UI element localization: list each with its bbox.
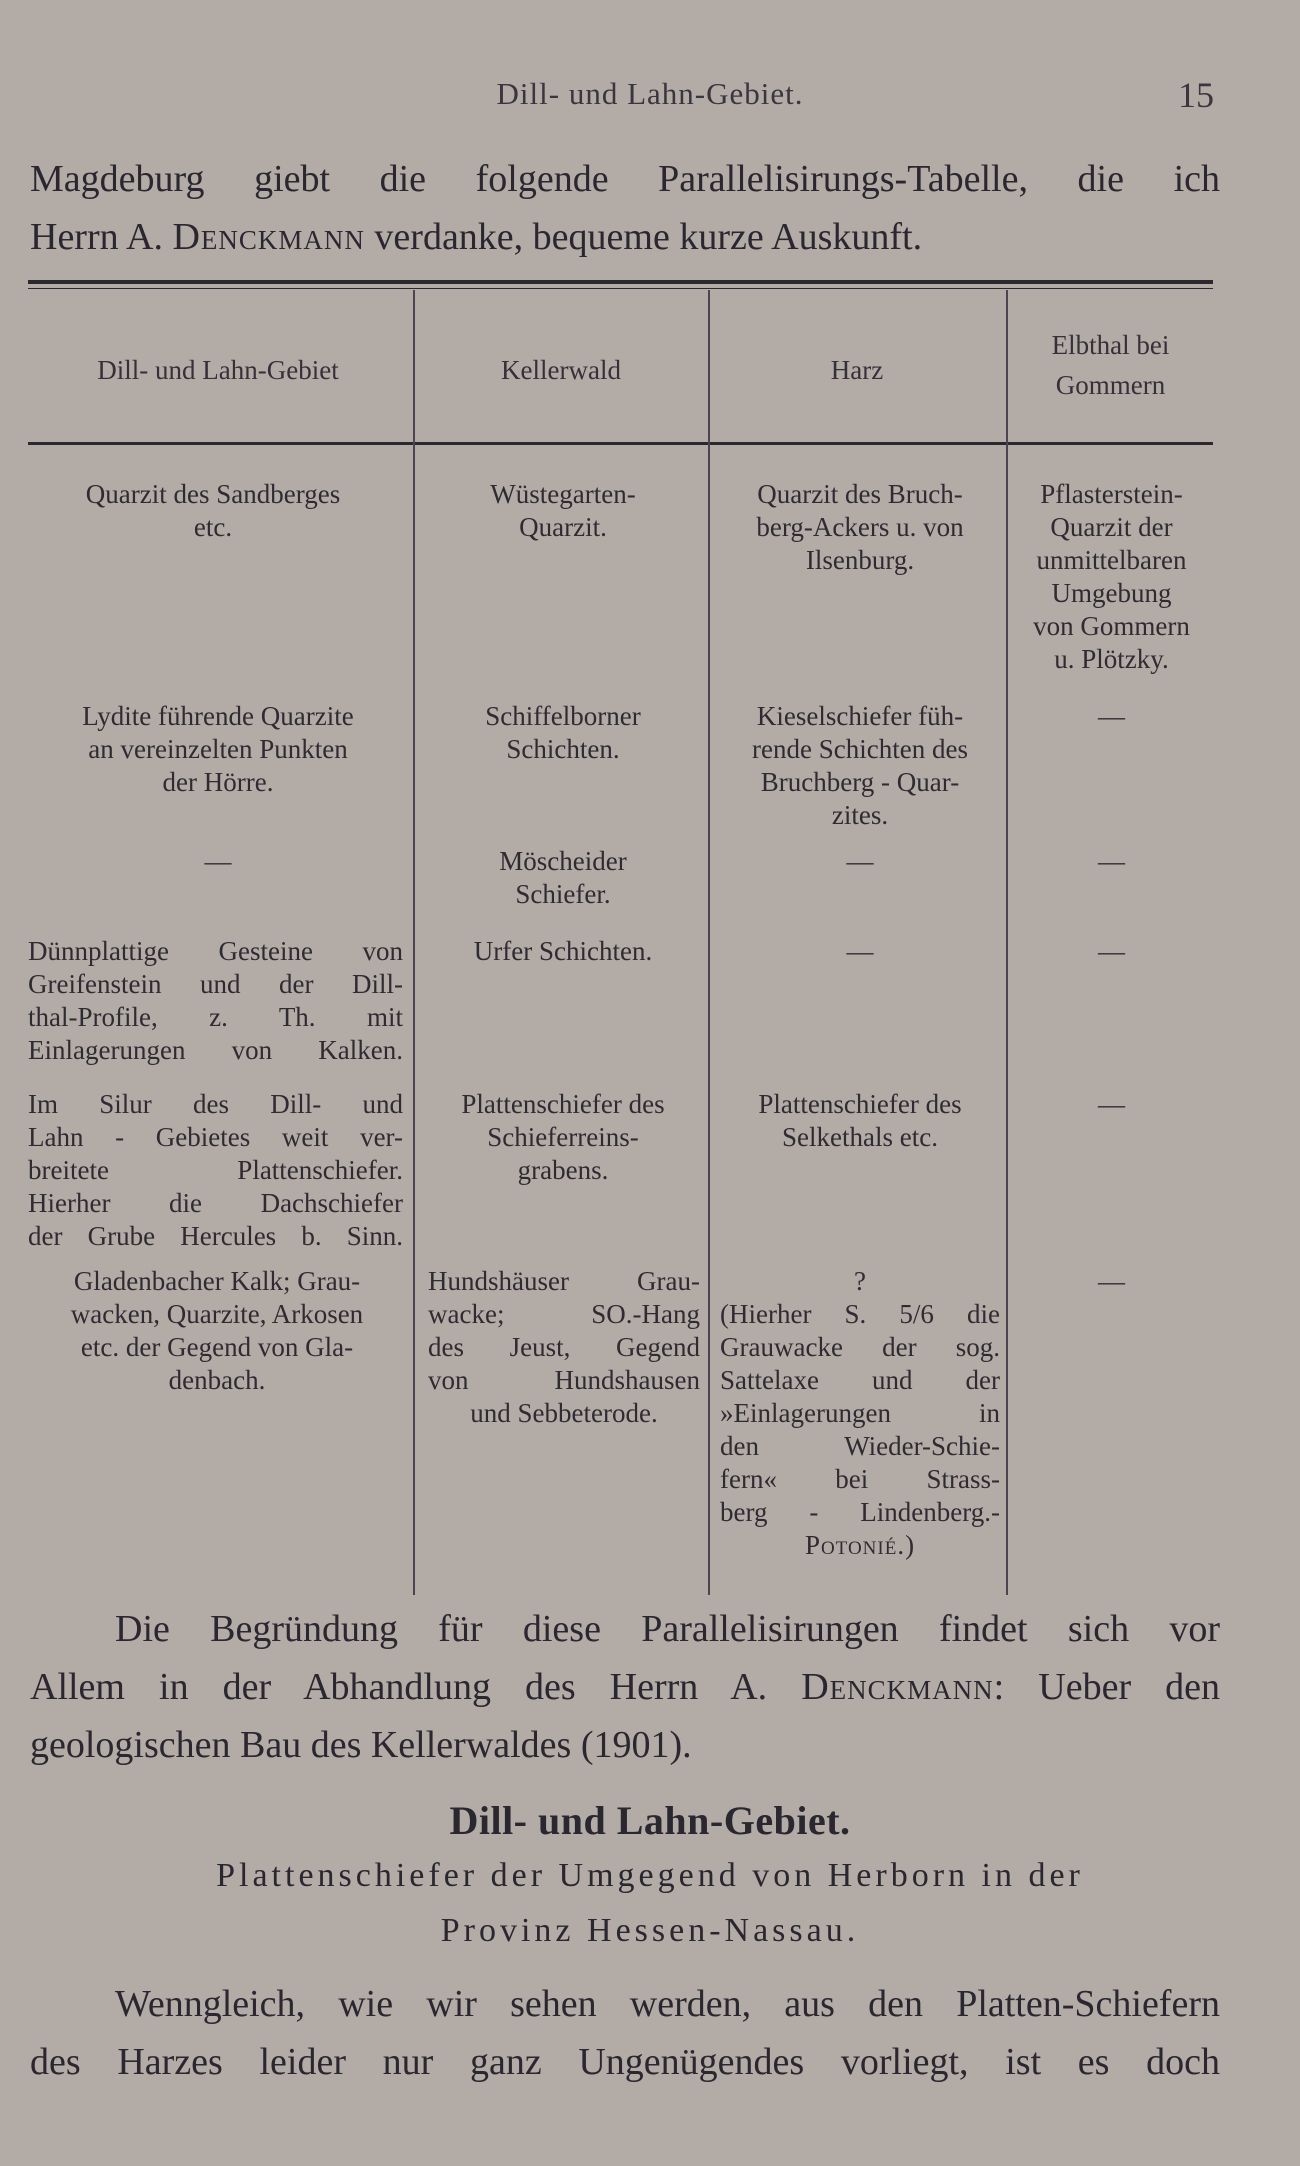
- column-divider-3: [1006, 290, 1008, 1595]
- cell-line: —: [1098, 846, 1125, 876]
- row-5-kellerwald: [420, 1088, 706, 1187]
- cell-line: Im Silur des Dill- und: [28, 1089, 403, 1119]
- intro-line-1: Magdeburg giebt die folgende Parallelisirungs-Tabelle, die ich: [30, 158, 1220, 200]
- cell-line: der Hörre.: [162, 767, 274, 797]
- cell-line: —: [1098, 1266, 1125, 1296]
- cell-line: von Hundshausen: [428, 1365, 700, 1395]
- cell-line: Quarzit.: [519, 512, 607, 542]
- cell-line: Lahn - Gebietes weit ver-: [28, 1122, 403, 1152]
- page-number: 15: [1178, 75, 1214, 115]
- cell-line: —: [846, 846, 874, 876]
- cell-line: thal-Profile, z. Th. mit: [28, 1002, 403, 1032]
- column-divider-2: [708, 290, 710, 1595]
- cell-line: Gladenbacher Kalk; Grau-: [73, 1266, 361, 1296]
- table-top-rule-thin: [28, 288, 1213, 289]
- cell-line: u. Plötzky.: [1054, 644, 1169, 674]
- cell-line: etc. der Gegend von Gla-: [80, 1332, 354, 1362]
- intro-line-2: [30, 208, 1220, 266]
- row-2-elbthal: [1010, 700, 1213, 733]
- running-head: [0, 70, 1300, 120]
- cell-line: unmittelbaren: [1036, 545, 1187, 575]
- cell-line: rende Schichten des: [752, 734, 968, 764]
- row-2-dill-lahn: [28, 700, 408, 799]
- row-6-harz: [720, 1265, 1000, 1562]
- row-5-harz: [718, 1088, 1002, 1154]
- header-harz: Harz: [830, 355, 884, 385]
- intro-line-2-post: verdanke, bequeme kurze Auskunft.: [374, 216, 923, 258]
- row-5-elbthal: [1010, 1088, 1213, 1121]
- paragraph-3: [30, 1975, 1220, 2091]
- cell-line: ?: [854, 1266, 866, 1296]
- table-top-rule: [28, 280, 1213, 284]
- paragraph-3-line-2: des Harzes leider nur ganz Ungenügendes vorliegt, ist es doch: [30, 2041, 1220, 2083]
- cell-line: und Sebbeterode.: [470, 1398, 658, 1428]
- author-name: Denckmann: [801, 1666, 994, 1708]
- cell-line: Sattelaxe und der: [720, 1365, 1000, 1395]
- cell-line: berg-Ackers u. von: [756, 512, 964, 542]
- cell-line: wacke; SO.-Hang: [428, 1299, 700, 1329]
- cell-line: (Hierher S. 5/6 die: [720, 1299, 1000, 1329]
- cell-line: Bruchberg - Quar-: [760, 767, 960, 797]
- cell-line: fern« bei Strass-: [720, 1464, 1000, 1494]
- cell-line: —: [204, 846, 232, 876]
- paragraph-2-line-1: Die Begründung für diese Parallelisirungen findet sich vor: [115, 1608, 1220, 1650]
- row-4-dill-lahn: [28, 935, 403, 1067]
- cell-line: Einlagerungen von Kalken.: [28, 1035, 403, 1065]
- cell-line: an vereinzelten Punkten: [88, 734, 348, 764]
- cell-line: Wüstegarten-: [490, 479, 636, 509]
- cell-line: Schieferreins-: [487, 1122, 639, 1152]
- cell-line: den Wieder-Schie-: [720, 1431, 1000, 1461]
- section-title: Dill- und Lahn-Gebiet.: [449, 1798, 851, 1843]
- cell-line: Potonié.): [804, 1530, 916, 1560]
- cell-line: Greifenstein und der Dill-: [28, 969, 403, 999]
- row-2-kellerwald: [420, 700, 706, 766]
- cell-line: Plattenschiefer des: [758, 1089, 962, 1119]
- cell-line: —: [1098, 701, 1125, 731]
- cell-line: —: [1098, 936, 1125, 966]
- row-3-harz: [718, 845, 1002, 878]
- row-5-dill-lahn: [28, 1088, 403, 1253]
- cell-line: Schiffelborner: [485, 701, 641, 731]
- row-3-elbthal: [1010, 845, 1213, 878]
- section-subtitle-line-1: Plattenschiefer der Umgegend von Herborn in der: [216, 1857, 1084, 1894]
- paragraph-2-line-2-post: : Ueber den: [993, 1666, 1220, 1708]
- header-dill-lahn: Dill- und Lahn-Gebiet: [97, 355, 339, 385]
- cell-line: Quarzit der: [1050, 512, 1173, 542]
- row-2-harz: [718, 700, 1002, 832]
- cell-line: von Gommern: [1033, 611, 1190, 641]
- row-1-kellerwald: [420, 478, 706, 544]
- row-1-dill-lahn: [28, 478, 398, 544]
- parallelisation-table: [28, 280, 1213, 1595]
- row-6-kellerwald: [428, 1265, 700, 1430]
- cell-line: Plattenschiefer des: [461, 1089, 665, 1119]
- cell-line: Pflasterstein-: [1040, 479, 1183, 509]
- cell-line: der Grube Hercules b. Sinn.: [28, 1221, 403, 1251]
- cell-line: Ilsenburg.: [805, 545, 915, 575]
- row-4-elbthal: [1010, 935, 1213, 968]
- paragraph-2-line-3: geologischen Bau des Kellerwaldes (1901).: [30, 1724, 692, 1766]
- cell-line: breitete Plattenschiefer.: [28, 1155, 403, 1185]
- row-6-elbthal: [1010, 1265, 1213, 1298]
- header-elbthal-line-1: Elbthal bei: [1051, 330, 1170, 360]
- cell-line: denbach.: [168, 1365, 266, 1395]
- cell-line: Schichten.: [506, 734, 620, 764]
- cell-line: Dünnplattige Gesteine von: [28, 936, 403, 966]
- cell-line: »Einlagerungen in: [720, 1398, 1000, 1428]
- row-1-harz: [718, 478, 1002, 577]
- cell-line: Umgebung: [1051, 578, 1172, 608]
- cell-line: berg - Lindenberg.-: [720, 1497, 1000, 1527]
- cell-line: Grauwacke der sog.: [720, 1332, 1000, 1362]
- cell-line: Hundshäuser Grau-: [428, 1266, 700, 1296]
- row-1-elbthal: [1010, 478, 1213, 676]
- cell-line: zites.: [831, 800, 889, 830]
- cell-line: Quarzit des Sandberges: [85, 479, 341, 509]
- row-3-dill-lahn: [28, 845, 408, 878]
- row-4-harz: [718, 935, 1002, 968]
- cell-line: —: [1098, 1089, 1125, 1119]
- intro-line-2-pre: Herrn A.: [30, 216, 163, 258]
- section-subtitle-line-2: Provinz Hessen-Nassau.: [440, 1912, 860, 1949]
- cell-line: wacken, Quarzite, Arkosen: [70, 1299, 364, 1329]
- cell-line: —: [846, 936, 874, 966]
- header-kellerwald: Kellerwald: [501, 355, 621, 385]
- cell-line: Hierher die Dachschiefer: [28, 1188, 403, 1218]
- running-title: Dill- und Lahn-Gebiet.: [496, 76, 804, 111]
- cell-line: Kieselschiefer füh-: [756, 701, 964, 731]
- paragraph-2: [30, 1600, 1220, 1774]
- header-elbthal: [1008, 325, 1213, 405]
- cell-line: grabens.: [517, 1155, 609, 1185]
- header-elbthal-line-2: Gommern: [1055, 370, 1166, 400]
- header-bottom-rule: [28, 442, 1213, 445]
- author-name: Denckmann: [172, 216, 365, 258]
- cell-line: Urfer Schichten.: [473, 936, 653, 966]
- cell-line: Möscheider: [499, 846, 627, 876]
- cell-line: Schiefer.: [515, 879, 611, 909]
- cell-line: Lydite führende Quarzite: [82, 701, 354, 731]
- cell-line: Selkethals etc.: [782, 1122, 938, 1152]
- cell-line: des Jeust, Gegend: [428, 1332, 700, 1362]
- column-divider-1: [413, 290, 415, 1595]
- cell-line: Quarzit des Bruch-: [757, 479, 963, 509]
- paragraph-3-line-1: Wenngleich, wie wir sehen werden, aus den Platten-Schiefern: [115, 1983, 1220, 2025]
- intro-paragraph: [30, 150, 1220, 266]
- row-3-kellerwald: [420, 845, 706, 911]
- row-6-dill-lahn: [28, 1265, 406, 1397]
- paragraph-2-line-2-pre: Allem in der Abhandlung des Herrn A.: [30, 1666, 768, 1708]
- row-4-kellerwald: [420, 935, 706, 968]
- cell-line: etc.: [193, 512, 233, 542]
- paragraph-2-line-2: [30, 1658, 1220, 1716]
